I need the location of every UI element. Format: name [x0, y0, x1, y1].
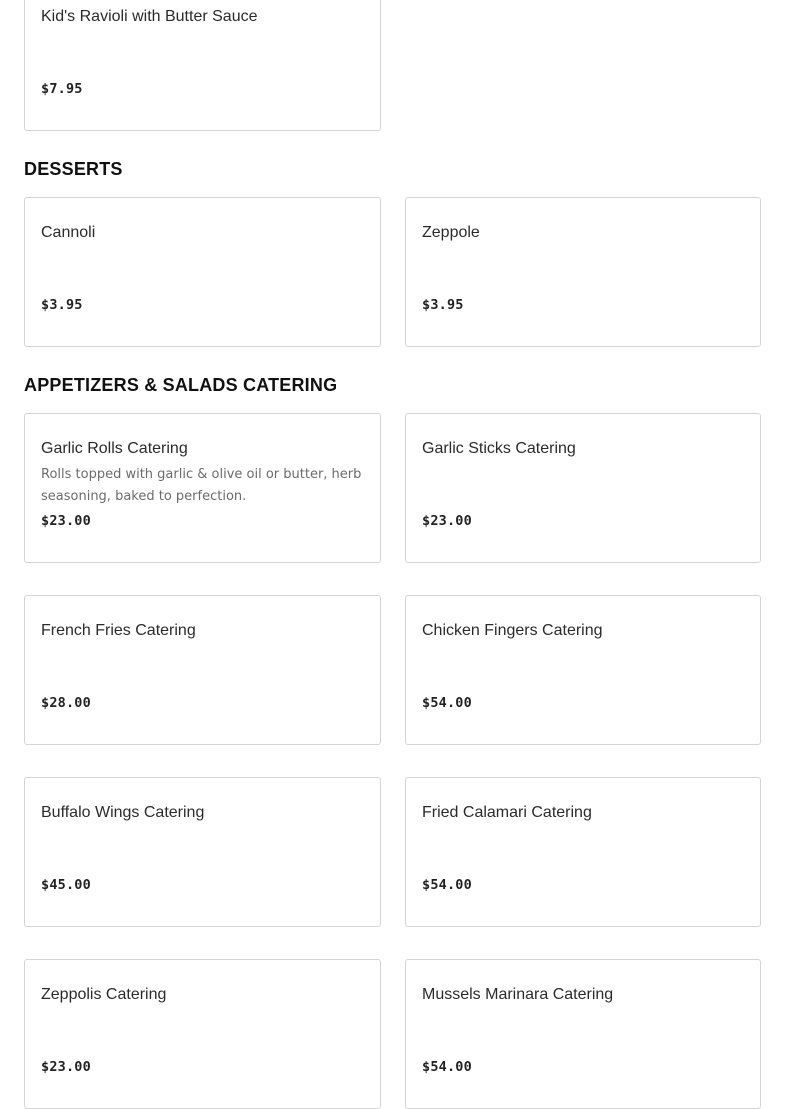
menu-item-card[interactable] [24, 0, 381, 131]
appetizers-catering-grid [24, 413, 761, 1109]
menu-item-name: Chicken Fingers Catering [422, 622, 603, 639]
kids-menu-grid [24, 0, 761, 131]
menu-item-card[interactable] [405, 413, 761, 563]
menu-item-card[interactable] [24, 197, 381, 347]
menu-item-name: Fried Calamari Catering [422, 804, 592, 821]
menu-item-name: Mussels Marinara Catering [422, 986, 614, 1003]
menu-item-name: Garlic Sticks Catering [422, 440, 576, 457]
menu-item-card[interactable] [405, 197, 761, 347]
menu-item-price: $3.95 [41, 297, 83, 313]
menu-item-card[interactable] [405, 959, 761, 1109]
menu-item-description: Rolls topped with garlic & olive oil or butter, herb seasoning, baked to perfection. [41, 467, 362, 504]
menu-item-card[interactable] [24, 959, 381, 1109]
menu-item-price: $23.00 [41, 1059, 91, 1075]
menu-item-price: $54.00 [422, 1059, 472, 1075]
menu-item-name: Kid's Ravioli with Butter Sauce [41, 8, 258, 25]
menu-item-name: Buffalo Wings Catering [41, 804, 205, 821]
menu-item-name: Zeppolis Catering [41, 986, 167, 1003]
menu-item-name: French Fries Catering [41, 622, 196, 639]
menu-item-price: $28.00 [41, 695, 91, 711]
section-title-desserts: DESSERTS [24, 159, 123, 179]
menu-item-price: $45.00 [41, 877, 91, 893]
menu-item-price: $7.95 [41, 81, 83, 97]
menu-item-card[interactable] [24, 777, 381, 927]
menu-page [24, 0, 761, 1109]
section-title-appetizers-catering: APPETIZERS & SALADS CATERING [24, 375, 338, 395]
menu-item-price: $54.00 [422, 877, 472, 893]
menu-item-card[interactable] [24, 595, 381, 745]
menu-item-price: $3.95 [422, 297, 464, 313]
menu-item-price: $54.00 [422, 695, 472, 711]
menu-item-price: $23.00 [422, 513, 472, 529]
menu-item-price: $23.00 [41, 513, 91, 529]
menu-item-name: Garlic Rolls Catering [41, 440, 188, 457]
menu-item-name: Cannoli [41, 224, 96, 241]
menu-item-card[interactable] [24, 413, 381, 563]
desserts-grid [24, 197, 761, 347]
menu-item-card[interactable] [405, 595, 761, 745]
menu-item-card[interactable] [405, 777, 761, 927]
menu-item-name: Zeppole [422, 224, 480, 241]
